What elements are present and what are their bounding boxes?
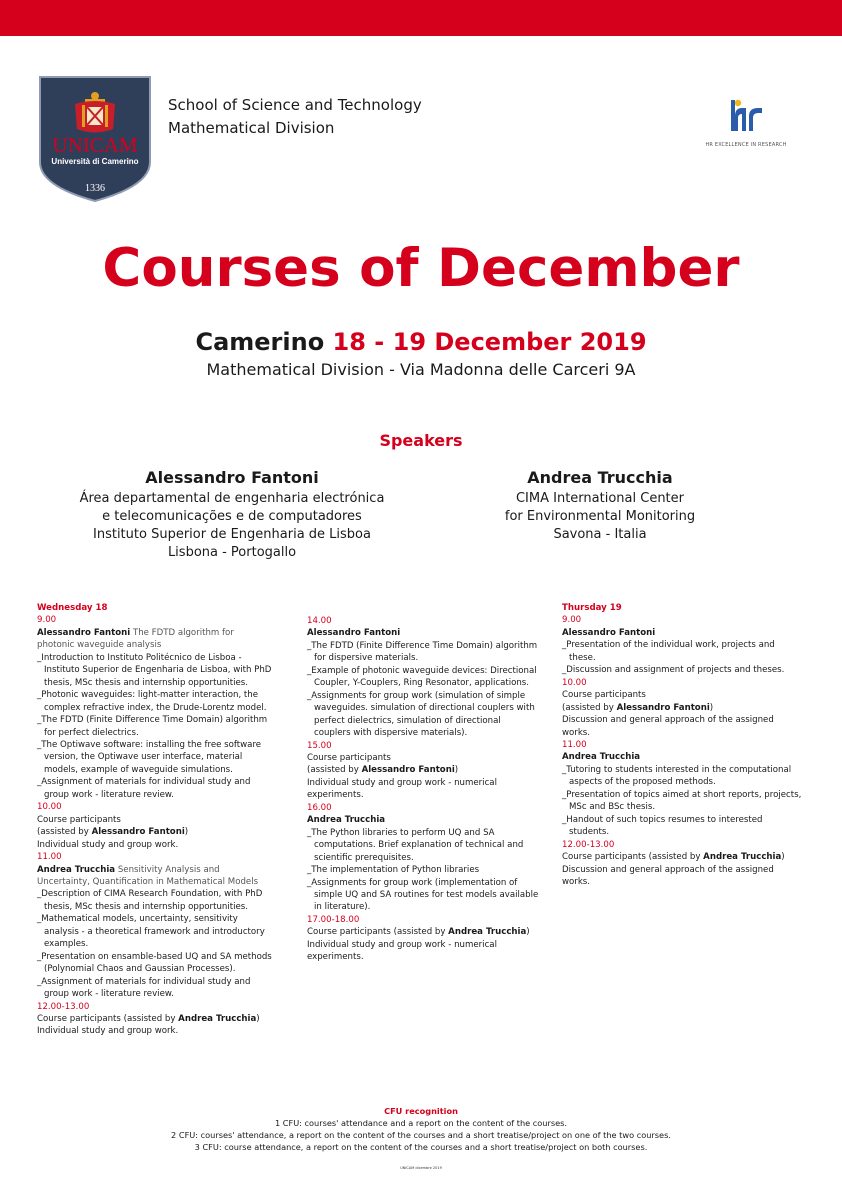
list-item: _Assignments for group work (simulation of simple waveguides. simulation of directional couplers with perfect dielectrics, simulation of directional couplers with dispersive materials). bbox=[307, 690, 535, 739]
assisted-by-line bbox=[37, 826, 273, 838]
time-slot: 17.00-18.00 bbox=[307, 914, 360, 925]
list-item: _Mathematical models, uncertainty, sensitivity analysis - a theoretical framework and introductory examples. bbox=[37, 914, 265, 950]
schedule-wednesday-afternoon bbox=[307, 615, 539, 964]
logo-name: UNICAM bbox=[52, 133, 138, 157]
participants-suffix: ) bbox=[781, 852, 785, 863]
participants-line bbox=[37, 1013, 273, 1025]
top-red-band bbox=[0, 0, 842, 36]
page-title: Courses of December bbox=[102, 238, 740, 299]
time-slot: 15.00 bbox=[307, 740, 332, 751]
assisted-suffix: ) bbox=[709, 702, 714, 713]
hr-caption: HR EXCELLENCE IN RESEARCH bbox=[705, 142, 787, 148]
top-red-band-fill bbox=[0, 0, 842, 36]
speaker-affiliation: e telecomunicações e de computadores bbox=[102, 509, 362, 524]
time-slot: 10.00 bbox=[562, 677, 587, 688]
lecturer-name: Alessandro Fantoni bbox=[562, 627, 656, 638]
time-slot: 11.00 bbox=[562, 739, 587, 750]
participants-prefix: Course participants (assisted by bbox=[307, 927, 449, 938]
cfu-recognition bbox=[0, 1105, 842, 1153]
assisted-by-line bbox=[562, 702, 802, 714]
participants-line: Course participants bbox=[562, 690, 646, 701]
activity-line: Discussion and general approach of the assigned works. bbox=[562, 715, 774, 738]
speaker-trucchia bbox=[470, 466, 730, 544]
time-slot: 9.00 bbox=[37, 615, 57, 626]
list-item: _The implementation of Python libraries bbox=[307, 865, 480, 876]
time-slot: 10.00 bbox=[37, 802, 62, 813]
time-slot: 12.00-13.00 bbox=[562, 839, 615, 850]
event-dates: 18 - 19 December 2019 bbox=[332, 328, 647, 356]
activity-line: Individual study and group work - numerical experiments. bbox=[307, 939, 497, 963]
list-item: _The FDTD (Finite Difference Time Domain) algorithm for dispersive materials. bbox=[307, 640, 538, 664]
assisted-suffix: ) bbox=[184, 827, 189, 838]
list-item: _Example of photonic waveguide devices: Directional Coupler, Y-Couplers, Ring Resonator, applications. bbox=[307, 665, 537, 689]
activity-line: Individual study and group work. bbox=[37, 839, 179, 850]
list-item: _Presentation on ensamble-based UQ and SA methods (Polynomial Chaos and Gaussian Processes). bbox=[37, 951, 272, 975]
list-item: _Introduction to Instituto Politécnico de Lisboa - Instituto Superior de Engenharia de Lisboa, with PhD thesis, MSc thesis and internship opportunities. bbox=[37, 652, 272, 688]
day-label: Thursday 19 bbox=[562, 603, 622, 613]
session-title bbox=[37, 864, 273, 889]
time-slot: 9.00 bbox=[562, 615, 582, 626]
footer-note: UNICAM dicembre 2019 bbox=[400, 1166, 442, 1170]
logo-sub: Università di Camerino bbox=[51, 157, 139, 166]
lecturer-name: Andrea Trucchia bbox=[307, 815, 386, 826]
list-item: _Assignment of materials for individual study and group work - literature review. bbox=[37, 976, 251, 1000]
event-dateline bbox=[0, 325, 842, 359]
schedule-thursday bbox=[562, 602, 802, 888]
assistant-name: Andrea Trucchia bbox=[178, 1013, 257, 1024]
speaker-affiliation: for Environmental Monitoring bbox=[504, 509, 696, 524]
assistant-name: Alessandro Fantoni bbox=[91, 827, 185, 838]
list-item: _The Optiwave software: installing the free software version, the Optiwave user interface, material models, example of waveguide simulations. bbox=[37, 739, 262, 775]
time-slot: 11.00 bbox=[37, 852, 62, 863]
time-slot: 16.00 bbox=[307, 802, 332, 813]
participants-suffix: ) bbox=[526, 927, 530, 938]
cfu-line: 3 CFU: course attendance, a report on the content of the courses and a short treatise/project on both courses. bbox=[194, 1142, 648, 1152]
assisted-prefix: (assisted by bbox=[307, 765, 362, 776]
unicam-logo bbox=[37, 74, 153, 204]
assistant-name: Andrea Trucchia bbox=[703, 852, 782, 863]
speaker-name: Alessandro Fantoni bbox=[145, 468, 319, 487]
time-slot: 14.00 bbox=[307, 616, 332, 626]
activity-line: Individual study and group work. bbox=[37, 1026, 179, 1037]
school-name: School of Science and Technology bbox=[168, 96, 422, 114]
speaker-affiliation: Instituto Superior de Engenharia de Lisboa bbox=[93, 527, 371, 542]
list-item: _Assignments for group work (implementation of simple UQ and SA routines for test models available in literature). bbox=[307, 877, 539, 913]
speaker-location: Savona - Italia bbox=[553, 527, 647, 542]
assisted-by-line bbox=[307, 764, 539, 776]
school-heading bbox=[168, 94, 422, 140]
participants-prefix: Course participants (assisted by bbox=[37, 1013, 179, 1024]
speaker-location: Lisbona - Portogallo bbox=[167, 545, 297, 560]
list-item: _Presentation of the individual work, projects and these. bbox=[562, 640, 775, 663]
assistant-name: Alessandro Fantoni bbox=[361, 765, 455, 776]
division-name: Mathematical Division bbox=[168, 119, 335, 137]
cfu-title: CFU recognition bbox=[384, 1106, 458, 1116]
list-item: _The FDTD (Finite Difference Time Domain) algorithm for perfect dielectrics. bbox=[37, 715, 268, 738]
participants-line bbox=[307, 926, 539, 938]
session-title bbox=[37, 627, 273, 652]
activity-line: Individual study and group work - numerical experiments. bbox=[307, 777, 497, 801]
list-item: _Tutoring to students interested in the computational aspects of the proposed methods. bbox=[562, 764, 792, 788]
assisted-suffix: ) bbox=[454, 765, 459, 776]
assisted-prefix: (assisted by bbox=[37, 827, 92, 838]
participants-prefix: Course participants (assisted by bbox=[562, 852, 704, 863]
assistant-name: Andrea Trucchia bbox=[448, 927, 527, 938]
lecturer-name: Alessandro Fantoni bbox=[37, 627, 131, 638]
lecturer-name: Andrea Trucchia bbox=[562, 752, 641, 763]
speaker-affiliation: CIMA International Center bbox=[515, 491, 684, 506]
assisted-prefix: (assisted by bbox=[562, 702, 617, 713]
list-item: _Presentation of topics aimed at short reports, projects, MSc and BSc thesis. bbox=[562, 789, 802, 813]
logo-year: 1336 bbox=[85, 183, 105, 194]
list-item: _Handout of such topics resumes to interested students. bbox=[562, 814, 763, 838]
time-slot: 12.00-13.00 bbox=[37, 1001, 90, 1012]
session-topic: Sensitivity Analysis and Uncertainty, Quantification in Mathematical Models bbox=[37, 864, 259, 887]
schedule-wednesday-morning bbox=[37, 602, 273, 1038]
participants-suffix: ) bbox=[256, 1013, 260, 1024]
lecturer-name: Alessandro Fantoni bbox=[307, 628, 401, 639]
speaker-affiliation: Área departamental de engenharia electrónica bbox=[79, 491, 385, 506]
participants-line: Course participants bbox=[307, 752, 391, 763]
list-item: _The Python libraries to perform UQ and SA computations. Brief explanation of technical and scientific prerequisites. bbox=[307, 827, 524, 863]
cfu-line: 1 CFU: courses' attendance and a report on the content of the courses. bbox=[274, 1118, 568, 1128]
list-item: _Discussion and assignment of projects and theses. bbox=[562, 665, 785, 676]
lecturer-name: Andrea Trucchia bbox=[37, 864, 116, 875]
speakers-heading: Speakers bbox=[379, 431, 463, 450]
speaker-name: Andrea Trucchia bbox=[527, 468, 673, 487]
assistant-name: Alessandro Fantoni bbox=[616, 702, 710, 713]
list-item: _Photonic waveguides: light-matter interaction, the complex refractive index, the Drude-Lorentz model. bbox=[37, 690, 267, 713]
day-label: Wednesday 18 bbox=[37, 603, 108, 613]
cfu-line: 2 CFU: courses' attendance, a report on the content of the courses and a short treatise/project on one of the two courses. bbox=[171, 1130, 671, 1140]
participants-line bbox=[562, 851, 802, 863]
session-topic: The FDTD algorithm for photonic waveguide analysis bbox=[37, 627, 234, 651]
hr-icon bbox=[731, 100, 762, 131]
list-item: _Assignment of materials for individual study and group work - literature review. bbox=[37, 777, 251, 800]
list-item: _Description of CIMA Research Foundation, with PhD thesis, MSc thesis and internship opportunities. bbox=[37, 889, 263, 912]
event-city: Camerino bbox=[195, 328, 325, 356]
activity-line: Discussion and general approach of the assigned works. bbox=[562, 864, 774, 887]
speaker-fantoni bbox=[72, 466, 392, 562]
participants-line: Course participants bbox=[37, 814, 121, 825]
event-venue: Mathematical Division - Via Madonna delle Carceri 9A bbox=[206, 360, 636, 379]
